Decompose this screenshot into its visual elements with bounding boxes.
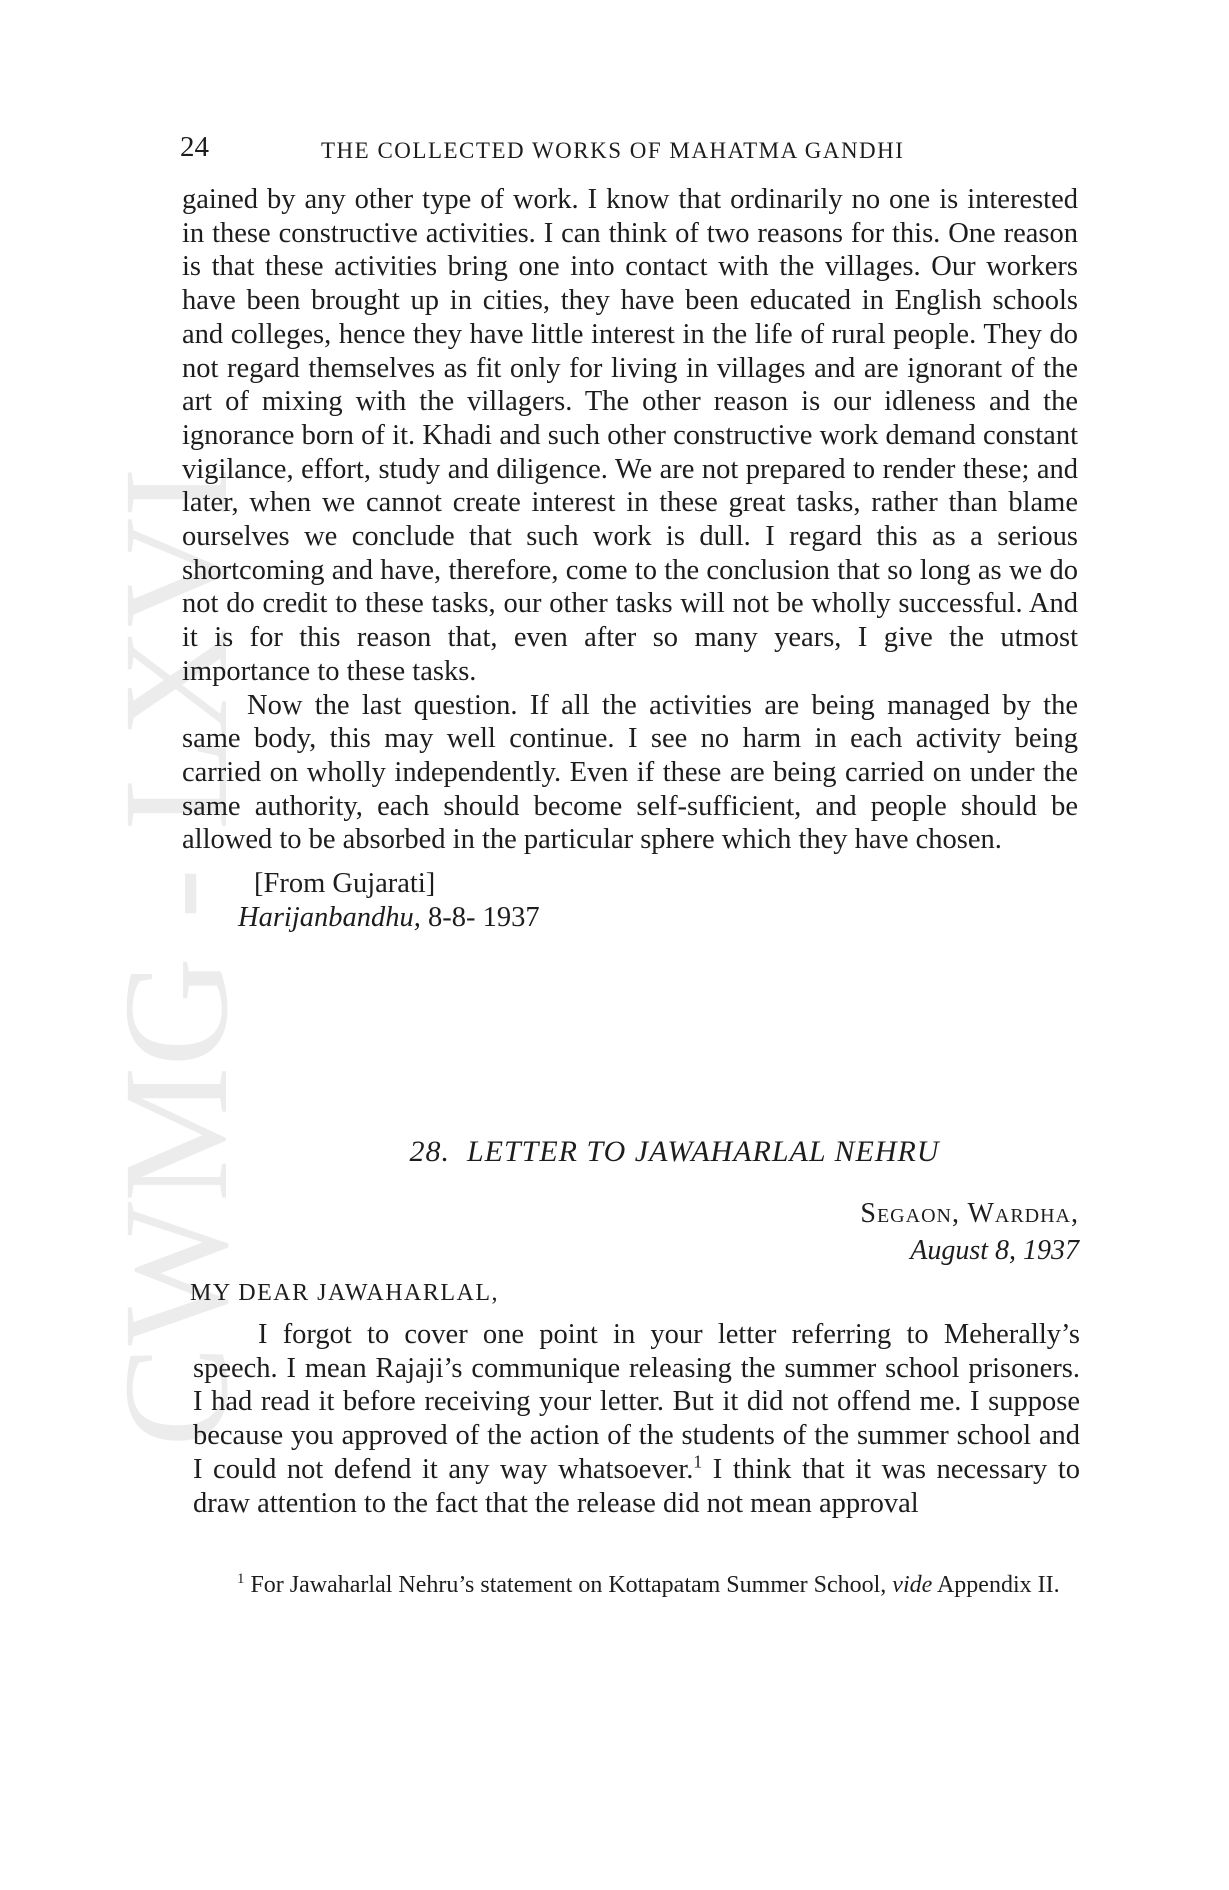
letter-text-before-note: I forgot to cover one point in your letter referring to Meherally’s speech. I mean Rajaji’s communique releasing the summer school prisoners. I had read it before receiving your letter. But it did not offend me. I suppose because you approved of the action of the students of the summer school and I could not defend it any way whatsoever.	[193, 1319, 1080, 1485]
letter-date: August 8, 1937	[910, 1235, 1079, 1266]
publication-name: Harijanbandhu,	[238, 901, 421, 933]
letter-title: LETTER TO JAWAHARLAL NEHRU	[466, 1135, 940, 1168]
letter-number: 28.	[409, 1135, 450, 1168]
page-number: 24	[180, 131, 209, 163]
footnote-text	[193, 1570, 1080, 1600]
letter-paragraph	[193, 1318, 1080, 1520]
letter-place: Segaon, Wardha,	[860, 1198, 1079, 1229]
paragraph-1: gained by any other type of work. I know that ordinarily no one is interested in these constructive activities. I can think of two reasons for this. One reason is that these activities bring one into contact with the villages. Our workers have been brought up in cities, they have been educated in English schools and colleges, hence they have little interest in the life of rural people. They do not regard themselves as fit only for living in villages and are ignorant of the art of mixing with the villagers. The other reason is our idleness and the ignorance born of it. Khadi and such other constructive work demand constant vigilance, effort, study and diligence. We are not prepared to render these; and later, when we cannot create interest in these great tasks, rather than blame ourselves we conclude that such work is dull. I regard this as a serious shortcoming and have, therefore, come to the conclusion that so long as we do not do credit to these tasks, our other tasks will not be wholly successful. And it is for this reason that, even after so many years, I give the utmost importance to these tasks.	[182, 184, 1078, 687]
letter-place-date	[860, 1195, 1079, 1269]
watermark-text: CWMG - LXVI	[108, 480, 258, 1447]
letter-text-after-note: I think that it was necessary to draw attention to the fact that the release did not mean approval	[193, 1453, 1080, 1519]
running-title: THE COLLECTED WORKS OF MAHATMA GANDHI	[321, 138, 905, 163]
footnote-marker: 1	[693, 1451, 703, 1472]
footnote	[193, 1570, 1080, 1600]
source-publication	[182, 901, 1078, 935]
footnote-vide: vide	[892, 1572, 933, 1598]
source-from: [From Gujarati]	[254, 868, 436, 900]
publication-date: 8-8- 1937	[428, 901, 540, 933]
footnote-number: 1	[237, 1571, 245, 1587]
main-text	[182, 183, 1078, 934]
footnote-appendix: Appendix II.	[932, 1572, 1060, 1598]
salutation: MY DEAR JAWAHARLAL,	[190, 1280, 500, 1306]
source-note	[182, 867, 1078, 934]
paragraph-2: Now the last question. If all the activities are being managed by the same body, this may well continue. I see no harm in each activity being carried on wholly independently. Even if these are being carried on under the same authority, each should become self-sufficient, and people should be allowed to be absorbed in the particular sphere which they have chosen.	[182, 689, 1078, 856]
letter-heading	[0, 1135, 1229, 1169]
footnote-body: For Jawaharlal Nehru’s statement on Kottapatam Summer School,	[244, 1572, 887, 1598]
letter-body	[193, 1318, 1080, 1520]
